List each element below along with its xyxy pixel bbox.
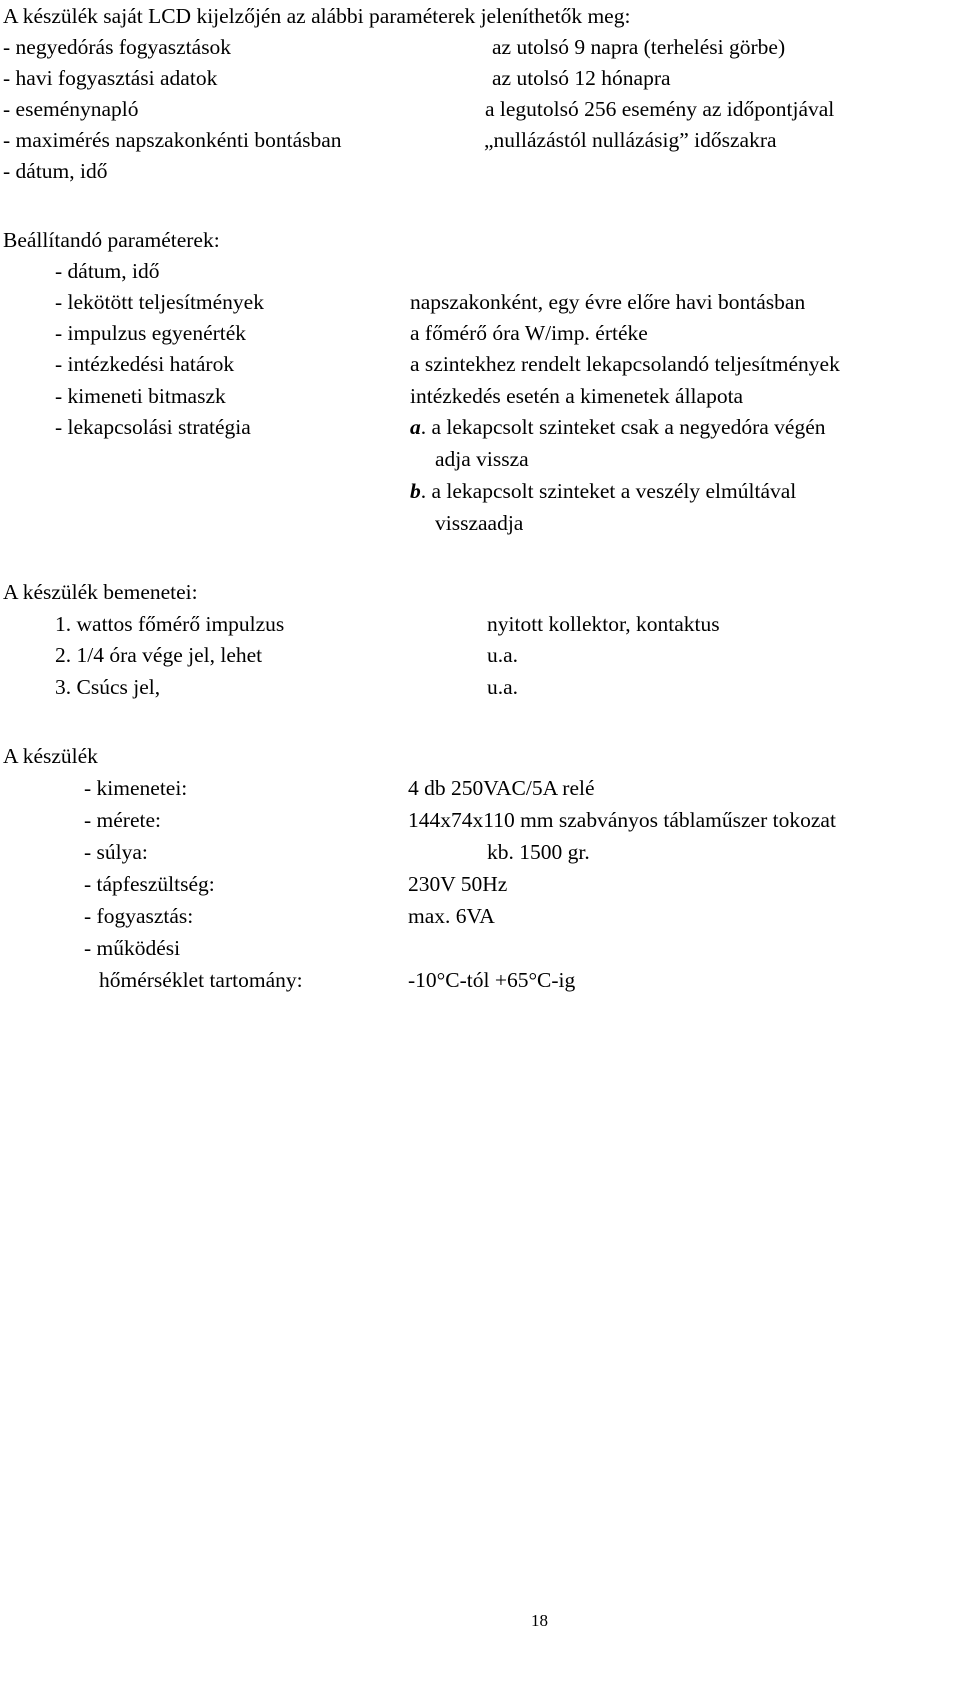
strategy-b-continuation: visszaadja bbox=[435, 511, 524, 535]
device-heading: A készülék bbox=[3, 744, 98, 768]
display-item-right: a legutolsó 256 esemény az időpontjával bbox=[485, 97, 835, 121]
strategy-b-marker: b bbox=[410, 479, 421, 503]
display-item-left: - maximérés napszakonkénti bontásban bbox=[3, 128, 342, 152]
settings-item-right: intézkedés esetén a kimenetek állapota bbox=[410, 384, 744, 408]
input-item-right: nyitott kollektor, kontaktus bbox=[487, 612, 720, 636]
settings-item-right: a szintekhez rendelt lekapcsolandó teljesítmények bbox=[410, 352, 840, 376]
strategy-label: - lekapcsolási stratégia bbox=[55, 415, 251, 439]
strategy-a-continuation: adja vissza bbox=[435, 447, 529, 471]
spec-label: hőmérséklet tartomány: bbox=[99, 968, 303, 992]
settings-heading: Beállítandó paraméterek: bbox=[3, 228, 220, 252]
display-item-right: az utolsó 9 napra (terhelési görbe) bbox=[492, 35, 786, 59]
spec-label: - működési bbox=[84, 936, 181, 960]
strategy-b-text: . a lekapcsolt szinteket a veszély elmúltával bbox=[420, 479, 797, 503]
spec-value: 144x74x110 mm szabványos táblaműszer tokozat bbox=[408, 808, 836, 832]
settings-item-left: - intézkedési határok bbox=[55, 352, 235, 376]
display-item-left: - eseménynapló bbox=[3, 97, 139, 121]
strategy-a-marker: a bbox=[410, 415, 421, 439]
intro-text: A készülék saját LCD kijelzőjén az alábbi paraméterek jeleníthetők meg: bbox=[3, 4, 631, 28]
inputs-heading: A készülék bemenetei: bbox=[3, 580, 198, 604]
display-item-left: - havi fogyasztási adatok bbox=[3, 66, 218, 90]
spec-value: max. 6VA bbox=[408, 904, 495, 928]
page-number: 18 bbox=[531, 1611, 548, 1630]
strategy-option-a bbox=[410, 417, 826, 439]
settings-item-left: - kimeneti bitmaszk bbox=[55, 384, 226, 408]
spec-value: 4 db 250VAC/5A relé bbox=[408, 776, 595, 800]
settings-item-left: - impulzus egyenérték bbox=[55, 321, 247, 345]
strategy-option-b bbox=[410, 481, 796, 503]
input-item-left: 3. Csúcs jel, bbox=[55, 675, 161, 699]
spec-label: - kimenetei: bbox=[84, 776, 188, 800]
settings-item-left: - dátum, idő bbox=[55, 259, 160, 283]
settings-item-right: a főmérő óra W/imp. értéke bbox=[410, 321, 648, 345]
settings-item-left: - lekötött teljesítmények bbox=[55, 290, 264, 314]
display-item-left: - dátum, idő bbox=[3, 159, 108, 183]
settings-item-right: napszakonként, egy évre előre havi bontásban bbox=[410, 290, 806, 314]
display-item-right: „nullázástól nullázásig” időszakra bbox=[484, 128, 777, 152]
strategy-a-text: . a lekapcsolt szinteket csak a negyedóra végén bbox=[420, 415, 826, 439]
input-item-left: 2. 1/4 óra vége jel, lehet bbox=[55, 643, 263, 667]
spec-label: - tápfeszültség: bbox=[84, 872, 215, 896]
input-item-left: 1. wattos főmérő impulzus bbox=[55, 612, 285, 636]
spec-label: - súlya: bbox=[84, 840, 148, 864]
spec-value: kb. 1500 gr. bbox=[487, 840, 590, 864]
display-item-left: - negyedórás fogyasztások bbox=[3, 35, 232, 59]
input-item-right: u.a. bbox=[487, 643, 519, 667]
spec-value: 230V 50Hz bbox=[408, 872, 508, 896]
spec-label: - mérete: bbox=[84, 808, 161, 832]
display-item-right: az utolsó 12 hónapra bbox=[492, 66, 671, 90]
spec-value: -10°C-tól +65°C-ig bbox=[408, 968, 576, 992]
input-item-right: u.a. bbox=[487, 675, 519, 699]
spec-label: - fogyasztás: bbox=[84, 904, 194, 928]
